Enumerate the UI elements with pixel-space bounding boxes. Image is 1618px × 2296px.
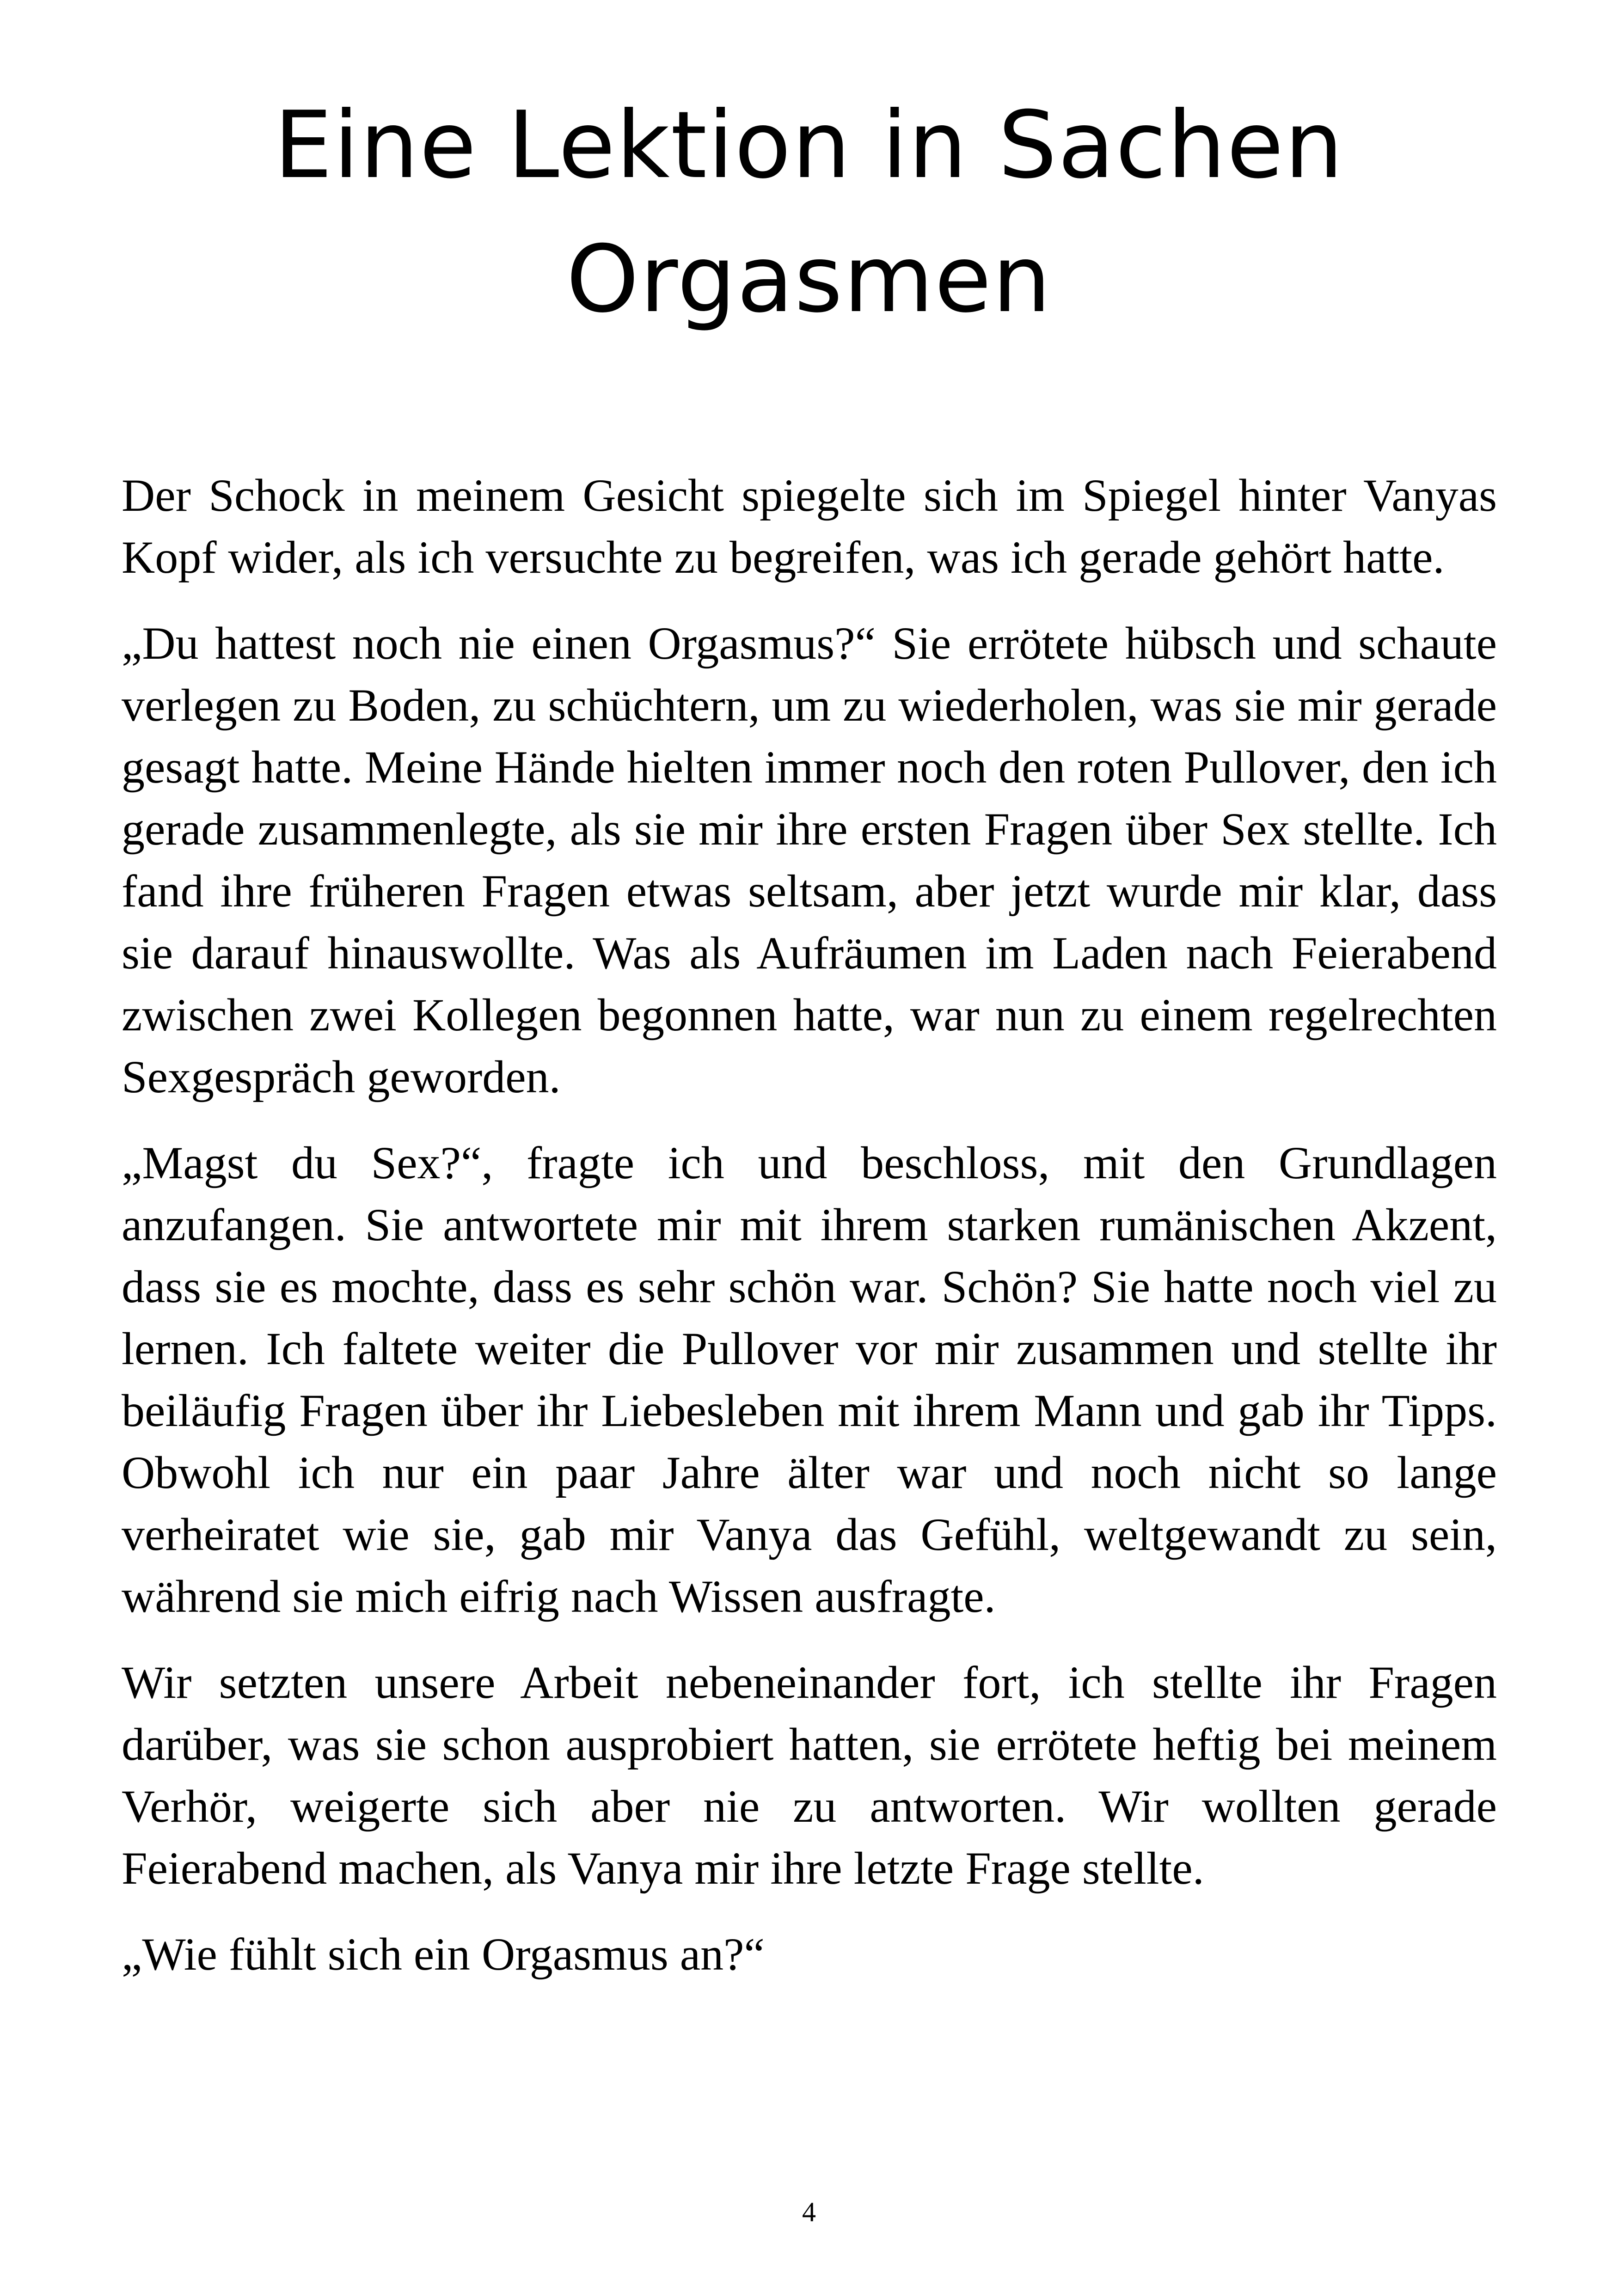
page-number: 4	[802, 2197, 816, 2227]
chapter-title-line-1: Eine Lektion in Sachen	[274, 92, 1344, 199]
chapter-title-line-2: Orgasmen	[566, 226, 1052, 333]
paragraph-2: „Du hattest noch nie einen Orgasmus?“ Sie errötete hübsch und schaute verlegen zu Boden, zu schüchtern, um zu wiederholen, was sie mir gerade gesagt hatte. Meine Hände hielten immer noch den roten Pullover, den ich gerade zusammenlegte, als sie mir ihre ersten Fragen über Sex stellte. Ich fand ihre früheren Fragen etwas seltsam, aber jetzt wurde mir klar, dass sie darauf hinauswollte. Was als Aufräumen im Laden nach Feierabend zwischen zwei Kollegen begonnen hatte, war nun zu einem regelrechten Sexgespräch geworden.	[122, 618, 1497, 1102]
body-text	[122, 465, 1497, 2009]
chapter-title	[139, 79, 1479, 347]
paragraph-5: „Wie fühlt sich ein Orgasmus an?“	[122, 1929, 765, 1980]
paragraph-3: „Magst du Sex?“, fragte ich und beschloss, mit den Grundlagen anzufangen. Sie antwortete mir mit ihrem starken rumänischen Akzent, dass sie es mochte, dass es sehr schön war. Schön? Sie hatte noch viel zu lernen. Ich faltete weiter die Pullover vor mir zusammen und stellte ihr beiläufig Fragen über ihr Liebesleben mit ihrem Mann und gab ihr Tipps. Obwohl ich nur ein paar Jahre älter war und noch nicht so lange verheiratet wie sie, gab mir Vanya das Gefühl, weltgewandt zu sein, während sie mich eifrig nach Wissen ausfragte.	[122, 1137, 1497, 1622]
paragraph-1: Der Schock in meinem Gesicht spiegelte sich im Spiegel hinter Vanyas Kopf wider, als ich versuchte zu begreifen, was ich gerade gehört hatte.	[122, 470, 1497, 583]
paragraph-4: Wir setzten unsere Arbeit nebeneinander fort, ich stellte ihr Fragen darüber, was sie schon ausprobiert hatten, sie errötete heftig bei meinem Verhör, weigerte sich aber nie zu antworten. Wir wollten gerade Feierabend machen, als Vanya mir ihre letzte Frage stellte.	[122, 1657, 1497, 1894]
